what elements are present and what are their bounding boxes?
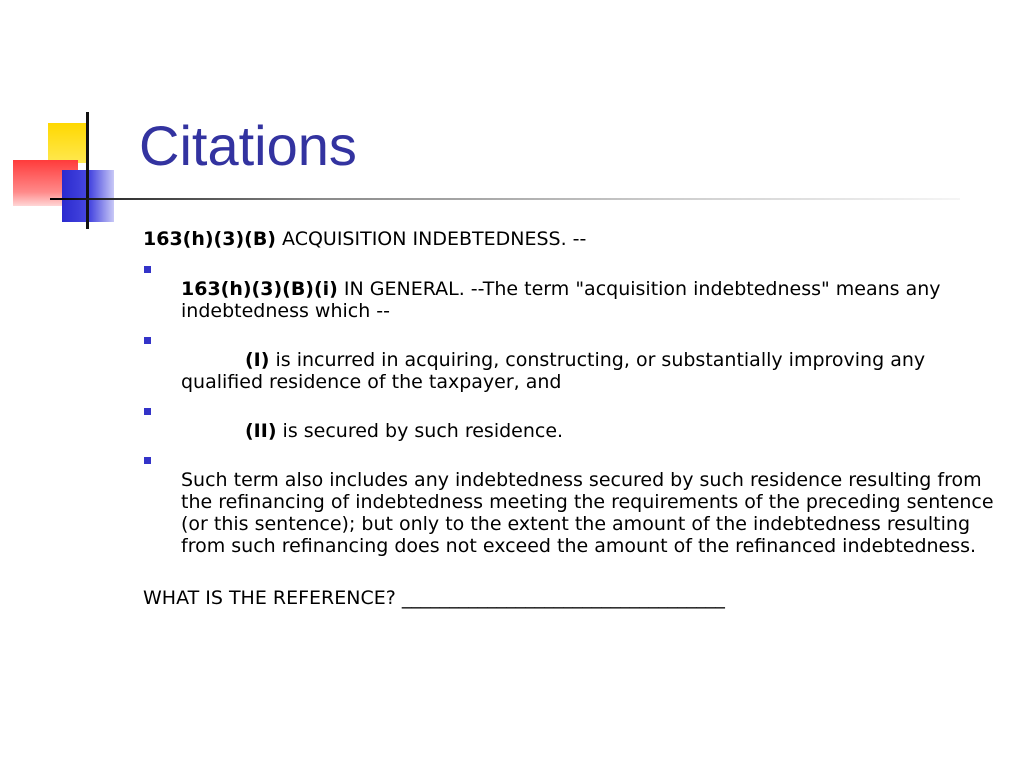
reference-question: WHAT IS THE REFERENCE? __________________________________ (143, 587, 725, 609)
item-code: (I) (245, 349, 270, 371)
list-item-text (181, 451, 1003, 557)
squares-logo-icon (0, 0, 160, 240)
list-item (143, 331, 1003, 393)
square-bullet-icon (144, 457, 151, 464)
list-item (143, 451, 1003, 557)
lead-code: 163(h)(3)(B) (143, 228, 276, 250)
item-text: IN GENERAL. --The term "acquisition indebtedness" means any indebtedness which -- (181, 278, 941, 322)
list-item-text (181, 331, 1003, 393)
square-bullet-icon (144, 337, 151, 344)
item-text: Such term also includes any indebtedness secured by such residence resulting from the refinancing of indebtedness meeting the requirements of the preceding sentence (or this sentence); but only to the extent the amount of the indebtedness resulting from such refinancing does not exceed the amount of the refinanced indebtedness. (181, 469, 994, 557)
lead-line (143, 228, 1003, 250)
slide-content (143, 228, 1003, 628)
item-text: is incurred in acquiring, constructing, or substantially improving any qualified residence of the taxpayer, and (181, 349, 926, 393)
item-code: 163(h)(3)(B)(i) (181, 278, 338, 300)
list-item-text (181, 260, 1003, 322)
list-item (143, 260, 1003, 322)
yellow-square-icon (48, 123, 88, 163)
item-text: is secured by such residence. (276, 420, 564, 442)
vertical-rule (86, 112, 89, 229)
list-item (143, 402, 1003, 442)
square-bullet-icon (144, 408, 151, 415)
lead-text: ACQUISITION INDEBTEDNESS. -- (276, 228, 587, 250)
square-bullet-icon (144, 266, 151, 273)
list-item-text (181, 402, 1003, 442)
title-underline (50, 198, 960, 200)
item-code: (II) (245, 420, 277, 442)
slide-title: Citations (139, 114, 357, 177)
